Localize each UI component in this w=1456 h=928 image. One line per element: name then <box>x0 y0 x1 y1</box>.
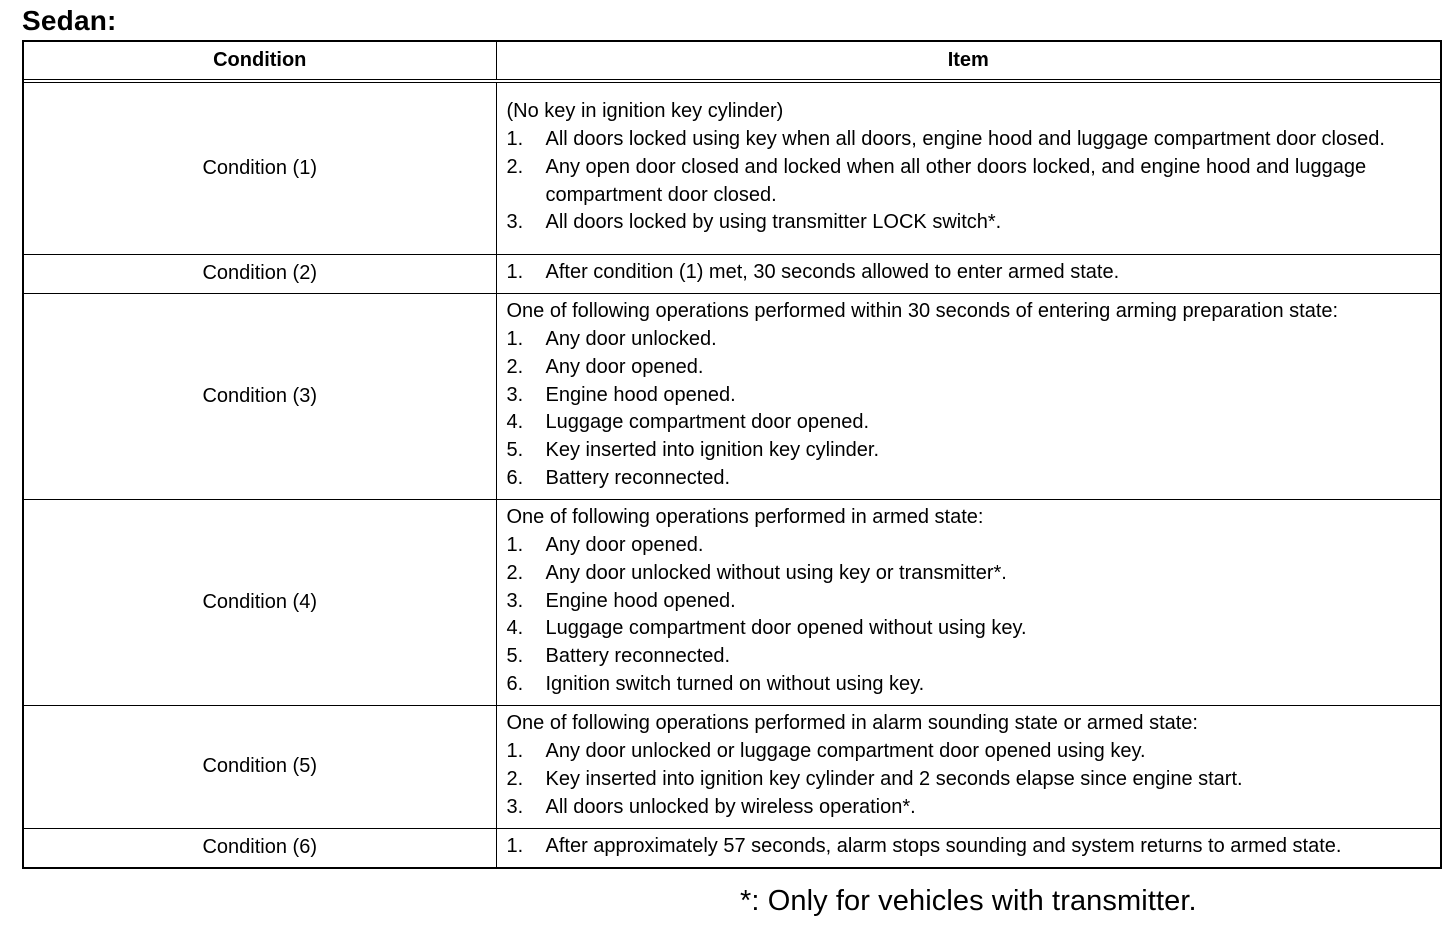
list-item-text: Luggage compartment door opened. <box>545 411 870 434</box>
list-item-number: 4. <box>506 411 524 434</box>
list-item <box>507 259 1433 287</box>
list-item-text: Any door unlocked. <box>545 328 717 350</box>
list-item-text: Battery reconnected. <box>545 466 731 489</box>
table-row <box>24 705 1440 828</box>
list-item-text: Engine hood opened. <box>545 589 736 612</box>
table-row <box>24 499 1440 705</box>
list-item-text: Luggage compartment door opened without using key. <box>545 617 1027 640</box>
table-row <box>24 81 1440 254</box>
list-item-number: 3. <box>506 211 524 234</box>
list-item-number: 2. <box>506 561 524 584</box>
list-item-number: 1. <box>506 261 524 284</box>
list-item <box>507 382 1433 410</box>
list-item <box>507 671 1433 699</box>
list-item-number: 1. <box>506 328 524 350</box>
table-row <box>24 828 1440 867</box>
item-list <box>507 738 1433 821</box>
item-list <box>507 833 1433 861</box>
list-item <box>507 532 1433 560</box>
list-item <box>507 409 1433 437</box>
condition-cell: Condition (5) <box>24 705 496 828</box>
list-item <box>507 794 1433 822</box>
list-item-number: 2. <box>506 355 524 378</box>
list-item-number: 3. <box>506 383 524 406</box>
list-item <box>507 588 1433 616</box>
list-item-text: Engine hood opened. <box>545 383 736 406</box>
conditions-table <box>24 42 1440 867</box>
list-item-number: 3. <box>506 795 524 818</box>
list-item-text: Any door unlocked without using key or transmitter*. <box>545 561 1007 584</box>
list-item-number: 1. <box>506 740 524 763</box>
footnote: *: Only for vehicles with transmitter. <box>740 885 1197 917</box>
list-item <box>507 560 1433 588</box>
header-condition: Condition <box>24 42 496 81</box>
list-item-text: All doors unlocked by wireless operation*. <box>545 795 916 818</box>
list-item-text: Key inserted into ignition key cylinder. <box>545 439 880 462</box>
condition-cell: Condition (4) <box>24 499 496 705</box>
list-item <box>507 209 1433 237</box>
item-cell <box>496 81 1440 254</box>
condition-cell: Condition (1) <box>24 81 496 254</box>
condition-cell: Condition (3) <box>24 293 496 499</box>
list-item-text: All doors locked using key when all doors, engine hood and luggage compartment door closed. <box>545 128 1385 151</box>
list-item-text: Any open door closed and locked when all other doors locked, and engine hood and luggage compartment door closed. <box>545 155 1367 206</box>
table-row <box>24 293 1440 499</box>
list-item <box>507 437 1433 465</box>
item-list <box>507 532 1433 699</box>
list-item-number: 5. <box>506 439 524 462</box>
table-header-row <box>24 42 1440 81</box>
list-item-number: 1. <box>506 534 524 556</box>
item-cell <box>496 828 1440 867</box>
list-item-number: 2. <box>506 155 524 178</box>
list-item <box>507 126 1433 154</box>
list-item <box>507 766 1433 794</box>
list-item-text: Any door opened. <box>545 534 704 556</box>
list-item-text: All doors locked by using transmitter LOCK switch*. <box>545 211 1002 234</box>
list-item-number: 2. <box>506 768 524 790</box>
list-item <box>507 833 1433 861</box>
item-intro: One of following operations performed in alarm sounding state or armed state: <box>506 712 1198 735</box>
list-item <box>507 738 1433 766</box>
table-row <box>24 254 1440 293</box>
item-intro: (No key in ignition key cylinder) <box>506 100 784 123</box>
item-intro: One of following operations performed in armed state: <box>506 506 984 529</box>
item-intro: One of following operations performed within 30 seconds of entering arming preparation state: <box>506 300 1339 323</box>
header-item: Item <box>496 42 1440 81</box>
conditions-table-wrapper <box>22 40 1442 869</box>
item-cell <box>496 254 1440 293</box>
list-item-text: Battery reconnected. <box>545 645 731 668</box>
list-item <box>507 465 1433 493</box>
list-item-number: 4. <box>506 617 524 640</box>
list-item-text: After condition (1) met, 30 seconds allowed to enter armed state. <box>545 261 1120 284</box>
list-item-number: 1. <box>506 128 524 151</box>
item-list <box>507 326 1433 493</box>
list-item-number: 1. <box>506 835 524 858</box>
list-item <box>507 615 1433 643</box>
list-item-text: Ignition switch turned on without using key. <box>545 672 925 695</box>
list-item-text: Any door unlocked or luggage compartment door opened using key. <box>545 740 1146 763</box>
page-title: Sedan: <box>22 5 117 36</box>
list-item-number: 3. <box>506 589 524 612</box>
condition-cell: Condition (2) <box>24 254 496 293</box>
item-cell <box>496 293 1440 499</box>
item-cell <box>496 499 1440 705</box>
list-item-text: Any door opened. <box>545 355 704 378</box>
list-item-number: 6. <box>506 466 524 489</box>
list-item <box>507 154 1433 210</box>
list-item <box>507 643 1433 671</box>
list-item-text: After approximately 57 seconds, alarm stops sounding and system returns to armed state. <box>545 835 1342 858</box>
item-list <box>507 259 1433 287</box>
condition-cell: Condition (6) <box>24 828 496 867</box>
list-item <box>507 354 1433 382</box>
item-cell <box>496 705 1440 828</box>
table-body <box>24 81 1440 867</box>
list-item-number: 5. <box>506 645 524 668</box>
item-list <box>507 126 1433 237</box>
list-item-text: Key inserted into ignition key cylinder and 2 seconds elapse since engine start. <box>545 768 1243 790</box>
list-item <box>507 326 1433 354</box>
list-item-number: 6. <box>506 672 524 695</box>
